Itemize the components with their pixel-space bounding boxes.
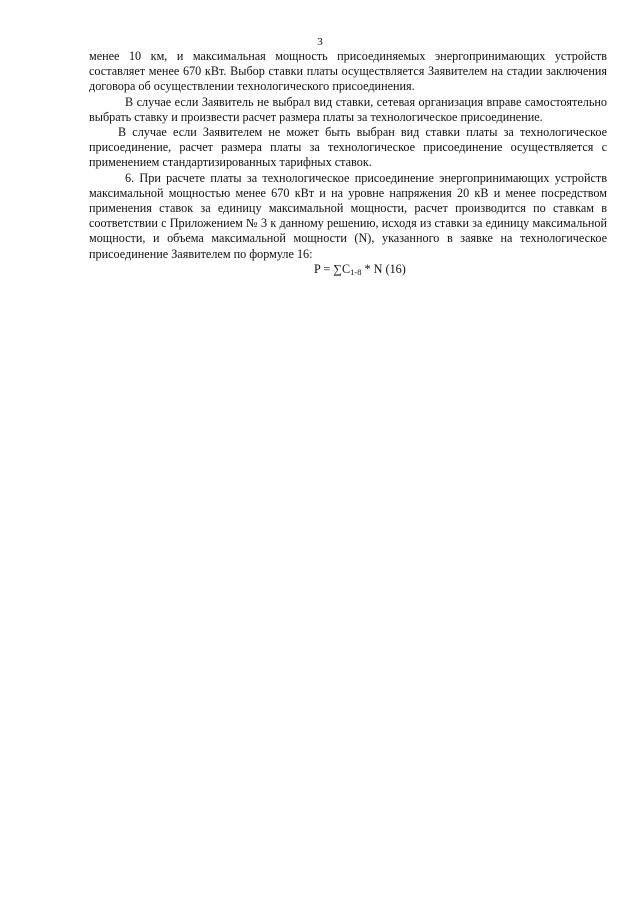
paragraph-standard-rates: В случае если Заявителем не может быть выбран вид ставки платы за технологическое присоединение, расчет размера платы за технологическое присоединение осуществляется с применением стандартизированных тарифных ставок. <box>89 125 607 170</box>
document-body <box>89 49 607 280</box>
formula-subscript: 1-8 <box>350 266 362 277</box>
formula-rhs: * N (16) <box>361 261 406 276</box>
paragraph-item-6: 6. При расчете платы за технологическое присоединение энергопринимающих устройств максимальной мощностью менее 670 кВт и на уровне напряжения 20 кВ и менее посредством применения ставок за единицу максимальной мощности, расчет производится по ставкам в соответствии с Приложением № 3 к данному решению, исходя из ставки за единицу максимальной мощности, и объема максимальной мощности (N), указанного в заявке на технологическое присоединение Заявителем по формуле 16: <box>89 170 607 261</box>
paragraph-rate-not-chosen: В случае если Заявитель не выбрал вид ставки, сетевая организация вправе самостоятельно выбрать ставку и произвести расчет размера платы за технологическое присоединение. <box>89 94 607 124</box>
formula-16 <box>89 262 607 280</box>
formula-lhs: P = ∑C <box>314 261 351 276</box>
paragraph-continuation: менее 10 км, и максимальная мощность присоединяемых энергопринимающих устройств составляет менее 670 кВт. Выбор ставки платы осуществляется Заявителем на стадии заключения договора об осуществлении технологического присоединения. <box>89 49 607 94</box>
page-number: 3 <box>317 36 323 48</box>
